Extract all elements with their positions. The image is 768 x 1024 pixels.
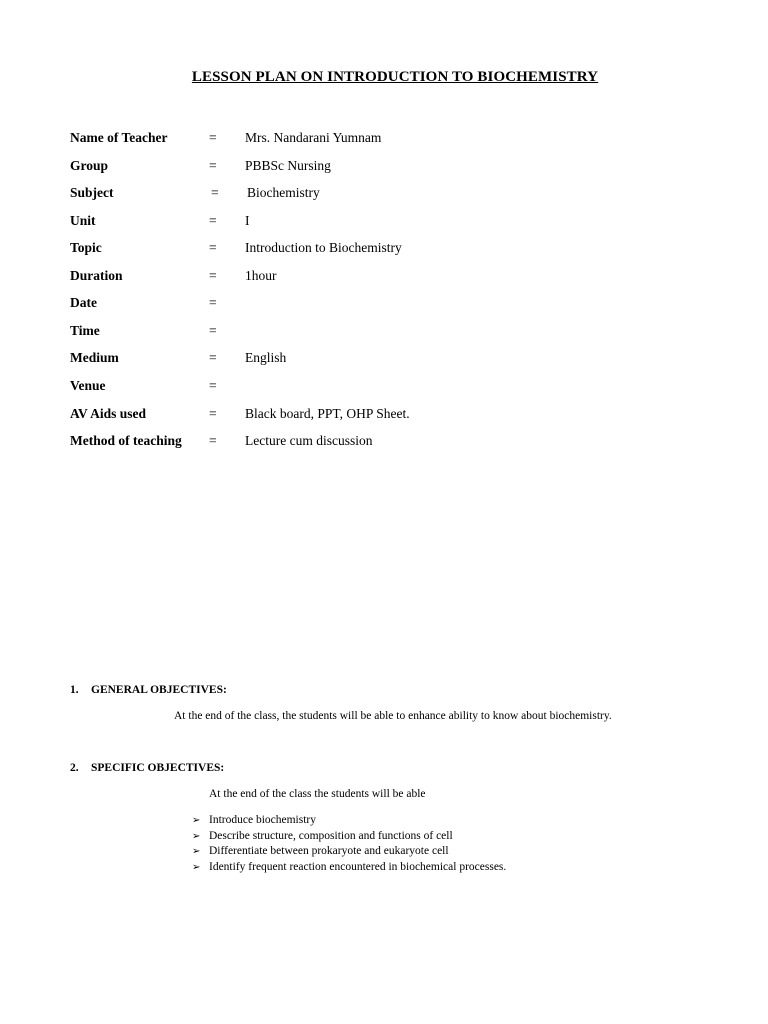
info-label: AV Aids used bbox=[70, 405, 147, 421]
section-number: 2. bbox=[70, 762, 79, 774]
info-label: Group bbox=[70, 157, 109, 173]
section-number: 1. bbox=[70, 684, 79, 696]
list-item bbox=[192, 844, 506, 860]
info-row-medium bbox=[70, 350, 670, 370]
info-row-teacher bbox=[70, 130, 670, 150]
arrow-bullet-icon: ➢ bbox=[192, 830, 201, 842]
info-row-duration bbox=[70, 268, 670, 288]
list-item-text: Identify frequent reaction encountered in biochemical processes. bbox=[209, 860, 507, 873]
equals-sign: = bbox=[209, 405, 217, 421]
info-value: Lecture cum discussion bbox=[245, 433, 373, 448]
info-label: Medium bbox=[70, 350, 119, 365]
list-item bbox=[192, 829, 506, 845]
info-label: Duration bbox=[70, 267, 123, 283]
list-item-text: Differentiate between prokaryote and eukaryote cell bbox=[209, 845, 449, 857]
info-label: Unit bbox=[70, 212, 96, 228]
equals-sign: = bbox=[209, 267, 217, 283]
info-label: Method of teaching bbox=[70, 433, 182, 448]
specific-objectives-heading bbox=[70, 762, 224, 774]
info-label: Date bbox=[70, 295, 97, 310]
general-objectives-text: At the end of the class, the students will be able to enhance ability to know about biochemistry. bbox=[174, 710, 612, 722]
info-label: Subject bbox=[70, 185, 114, 200]
info-row-subject bbox=[70, 185, 670, 205]
arrow-bullet-icon: ➢ bbox=[192, 846, 201, 857]
list-item bbox=[192, 813, 506, 829]
info-value: PBBSc Nursing bbox=[245, 157, 331, 173]
info-row-date bbox=[70, 295, 670, 315]
list-item bbox=[192, 860, 506, 876]
info-value: Introduction to Biochemistry bbox=[245, 240, 402, 255]
info-value: 1hour bbox=[245, 267, 277, 283]
equals-sign: = bbox=[209, 378, 217, 393]
arrow-bullet-icon: ➢ bbox=[192, 815, 201, 826]
info-label: Time bbox=[70, 322, 100, 338]
info-value: Mrs. Nandarani Yumnam bbox=[245, 130, 382, 145]
section-heading-text: SPECIFIC OBJECTIVES: bbox=[91, 762, 225, 774]
equals-sign: = bbox=[211, 185, 219, 200]
equals-sign: = bbox=[209, 433, 217, 448]
general-objectives-heading bbox=[70, 684, 227, 696]
info-row-group bbox=[70, 158, 670, 178]
info-row-topic bbox=[70, 240, 670, 260]
info-row-venue bbox=[70, 378, 670, 398]
info-value: English bbox=[245, 350, 287, 365]
document-title: LESSON PLAN ON INTRODUCTION TO BIOCHEMISTRY bbox=[191, 69, 599, 85]
info-value: Biochemistry bbox=[247, 185, 320, 200]
equals-sign: = bbox=[209, 295, 217, 310]
equals-sign: = bbox=[209, 212, 217, 228]
equals-sign: = bbox=[209, 130, 217, 145]
info-label: Topic bbox=[70, 240, 102, 255]
info-row-av-aids bbox=[70, 406, 670, 426]
equals-sign: = bbox=[209, 157, 217, 173]
equals-sign: = bbox=[209, 322, 217, 338]
info-row-time bbox=[70, 323, 670, 343]
section-heading-text: GENERAL OBJECTIVES: bbox=[91, 684, 227, 696]
equals-sign: = bbox=[209, 350, 217, 365]
arrow-bullet-icon: ➢ bbox=[192, 861, 201, 873]
info-value: I bbox=[245, 212, 250, 228]
equals-sign: = bbox=[209, 240, 217, 255]
list-item-text: Introduce biochemistry bbox=[209, 814, 316, 826]
specific-objectives-intro: At the end of the class the students will be able bbox=[209, 788, 426, 800]
info-row-unit bbox=[70, 213, 670, 233]
specific-objectives-list bbox=[192, 813, 506, 875]
info-value: Black board, PPT, OHP Sheet. bbox=[245, 405, 410, 421]
info-label: Venue bbox=[70, 378, 106, 393]
info-label: Name of Teacher bbox=[70, 130, 168, 145]
list-item-text: Describe structure, composition and functions of cell bbox=[209, 829, 453, 842]
info-row-method bbox=[70, 433, 670, 453]
